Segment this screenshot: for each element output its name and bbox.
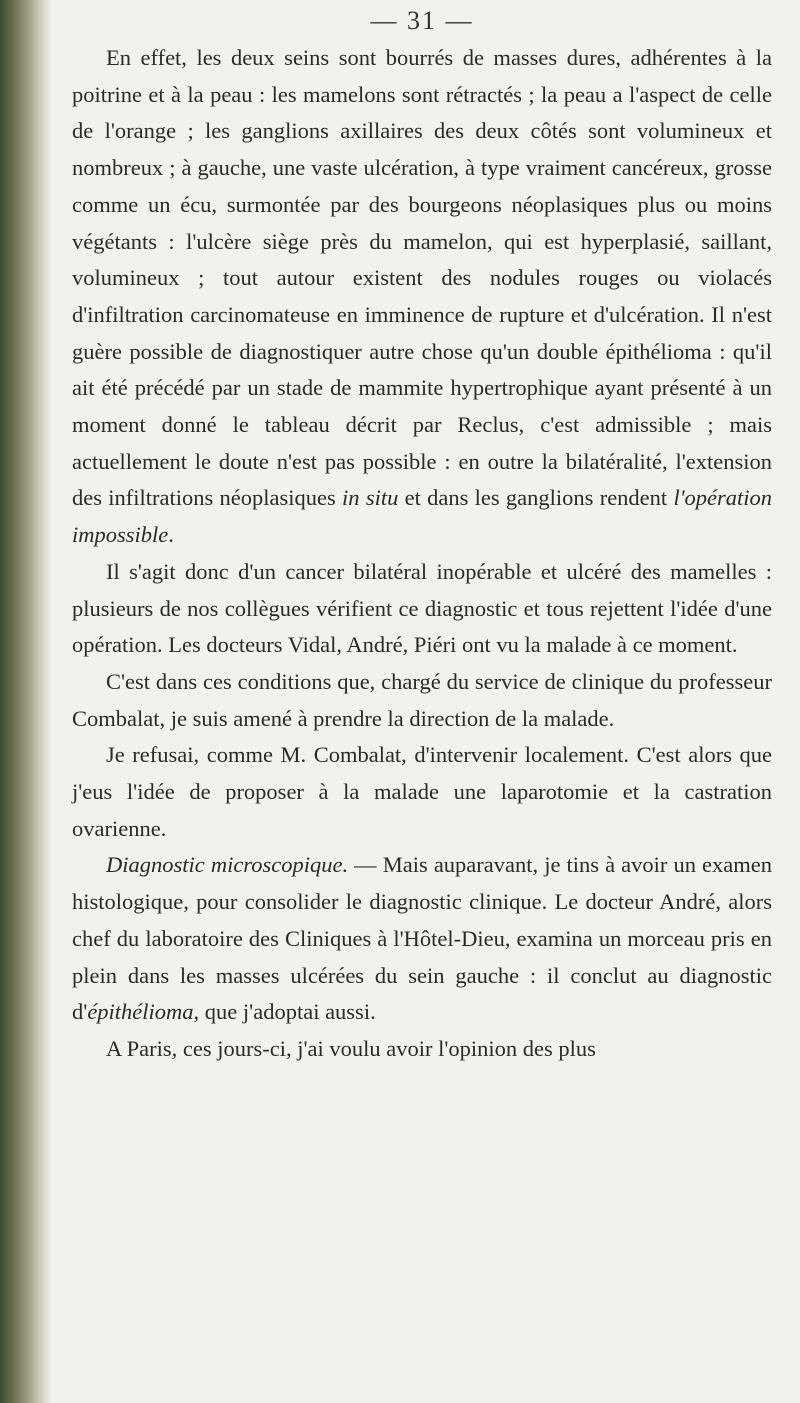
paragraph-5: [72, 847, 772, 1031]
paragraph-1: [72, 40, 772, 554]
paragraph-3: [72, 664, 772, 737]
paragraph-1-italic-in-situ: in situ: [342, 485, 399, 511]
paragraph-5-italic-epithelioma: épithélioma: [87, 999, 194, 1025]
paragraph-1-italic-operation: l'opération impossible: [72, 485, 773, 548]
page-number: — 31 —: [370, 6, 474, 35]
paragraph-5-text-2: , que j'adoptai aussi.: [193, 999, 376, 1025]
paragraph-1-text: En effet, les deux seins sont bourrés de masses dures, adhérentes à la poitrine et à la peau : les mamelons sont rétractés ; la peau a l'aspect de celle de l'orange ; les ganglions axillaires des deux côtés sont volumineux et nombreux ; à gauche, une vaste ulcération, à type vraiment cancéreux, grosse comme un écu, surmontée par des bourgeons néoplasiques plus ou moins végétants : l'ulcère siège près du mamelon, qui est hyperplasié, saillant, volumineux ; tout autour existent des nodules rouges ou violacés d'infiltration carcinomateuse en imminence de rupture et d'ulcération. Il n'est guère possible de diagnostiquer autre chose qu'un double épithélioma : qu'il ait été précédé par un stade de mammite hypertrophique ayant présenté à un moment donné le tableau décrit par Reclus, c'est admissible ; mais actuellement le doute n'est pas possible : en outre la bilatéralité, l'extension des infiltrations néoplasiques: [72, 45, 772, 511]
paragraph-2: [72, 554, 772, 664]
book-page: [72, 0, 772, 1403]
book-binding-shadow: [0, 0, 52, 1403]
paragraph-4-text: Je refusai, comme M. Combalat, d'intervenir localement. C'est alors que j'eus l'idée de proposer à la malade une laparotomie et la castration ovarienne.: [72, 742, 772, 841]
paragraph-6-text: A Paris, ces jours-ci, j'ai voulu avoir l'opinion des plus: [106, 1035, 596, 1061]
paragraph-1-text-3: .: [168, 522, 174, 548]
paragraph-2-text: Il s'agit donc d'un cancer bilatéral inopérable et ulcéré des mamelles : plusieurs de nos collègues vérifient ce diagnostic et tous rejettent l'idée d'une opération. Les docteurs Vidal, André, Piéri ont vu la malade à ce moment.: [72, 558, 772, 658]
section-heading-diagnostic: Diagnostic microscopique.: [106, 852, 349, 878]
paragraph-3-text: C'est dans ces conditions que, chargé du service de clinique du professeur Combalat, je suis amené à prendre la direction de la malade.: [72, 668, 772, 731]
paragraph-6: [72, 1031, 772, 1068]
paragraph-5-text: — Mais auparavant, je tins à avoir un examen histologique, pour consolider le diagnostic clinique. Le docteur André, alors chef du laboratoire des Cliniques à l'Hôtel-Dieu, examina un morceau pris en plein dans les masses ulcérées du sein gauche : il conclut au diagnostic d': [72, 852, 772, 1025]
paragraph-4: [72, 737, 772, 847]
paragraph-1-text-2: et dans les ganglions rendent: [398, 485, 674, 511]
body-text: [72, 40, 772, 1068]
